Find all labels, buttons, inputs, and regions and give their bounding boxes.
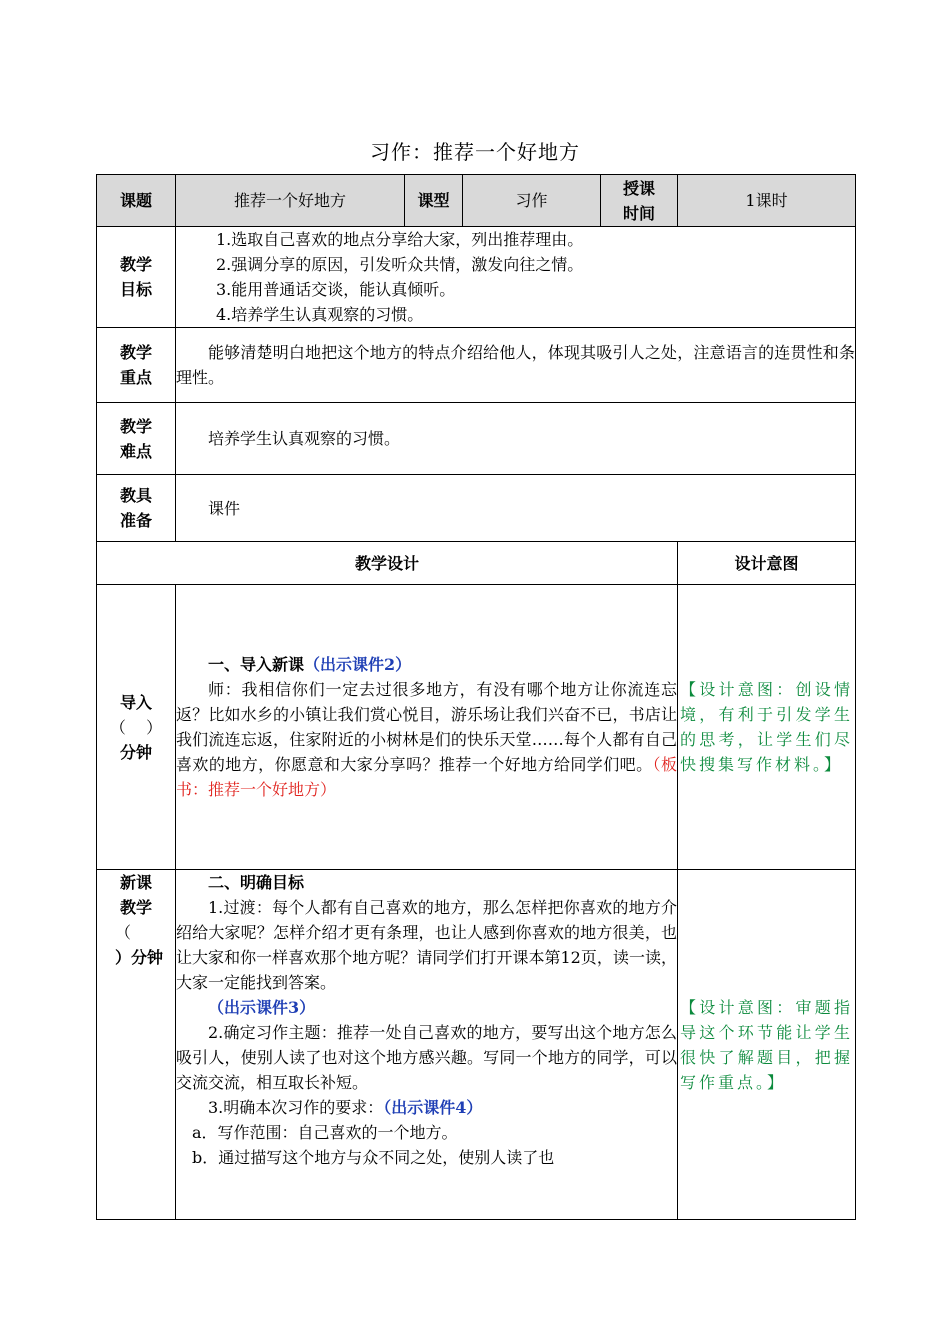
type-value: 习作 bbox=[463, 175, 601, 227]
design-header-row bbox=[97, 542, 856, 585]
new-lesson-label bbox=[97, 870, 176, 1220]
requirements-paragraph bbox=[176, 1095, 677, 1120]
goal-item: 4.培养学生认真观察的习惯。 bbox=[216, 305, 424, 324]
difficulties-label-text: 教学难点 bbox=[119, 416, 152, 461]
difficulties-text: 培养学生认真观察的习惯。 bbox=[176, 403, 856, 475]
new-lesson-heading: 二、明确目标 bbox=[208, 873, 305, 892]
intro-label-b: （ ） bbox=[109, 717, 163, 737]
board-note: （板书：推荐一个好地方） bbox=[176, 755, 677, 799]
tools-row bbox=[97, 475, 856, 542]
intro-content bbox=[176, 585, 678, 870]
intro-heading-text: 一、导入新课 bbox=[208, 655, 305, 674]
goal-item: 1.选取自己喜欢的地点分享给大家，列出推荐理由。 bbox=[216, 230, 584, 249]
key-points-label bbox=[97, 328, 176, 403]
intro-label-c: 分钟 bbox=[119, 742, 152, 762]
transition-paragraph: 1.过渡：每个人都有自己喜欢的地方，那么怎样把你喜欢的地方介绍给大家呢？怎样介绍才更有条理，也让人感到你喜欢的地方很美，也让大家和你一样喜欢那个地方呢？请同学们打开课本第12页，读一读，大家一定能找到答案。 bbox=[176, 898, 677, 992]
intro-label bbox=[97, 585, 176, 870]
topic-label: 课题 bbox=[97, 175, 176, 227]
intro-intent: 【设计意图：创设情境，有利于引发学生的思考，让学生们尽快搜集写作材料。】 bbox=[678, 585, 856, 870]
time-label-text: 授课时间 bbox=[622, 178, 655, 223]
key-points-text: 能够清楚明白地把这个地方的特点介绍给他人，体现其吸引人之处，注意语言的连贯性和条理性。 bbox=[176, 328, 856, 403]
new-lesson-label-d: ）分钟 bbox=[115, 948, 164, 967]
section-new-lesson-row bbox=[97, 870, 856, 1220]
requirement-a: a．写作范围：自己喜欢的一个地方。 bbox=[192, 1123, 458, 1142]
intent-header: 设计意图 bbox=[678, 542, 856, 585]
intro-paragraph-text: 师：我相信你们一定去过很多地方，有没有哪个地方让你流连忘返？比如水乡的小镇让我们赏心悦目，游乐场让我们兴奋不已，书店让我们流连忘返，住家附近的小树林是们的快乐天堂……每个人都有自己喜欢的地方，你愿意和大家分享吗？推荐一个好地方给同学们吧。 bbox=[176, 680, 677, 774]
goals-label bbox=[97, 227, 176, 328]
requirements-text: 3.明确本次习作的要求： bbox=[208, 1098, 384, 1117]
intro-label-a: 导入 bbox=[119, 692, 152, 712]
section-intro-row bbox=[97, 585, 856, 870]
topic-value: 推荐一个好地方 bbox=[176, 175, 405, 227]
new-lesson-intent: 【设计意图：审题指导这个环节能让学生很快了解题目，把握写作重点。】 bbox=[678, 870, 856, 1220]
goal-item: 2.强调分享的原因，引发听众共情，激发向往之情。 bbox=[216, 255, 584, 274]
courseware-note: （出示课件2） bbox=[304, 655, 412, 674]
type-label: 课型 bbox=[405, 175, 463, 227]
goal-item: 3.能用普通话交谈，能认真倾听。 bbox=[216, 280, 456, 299]
intro-heading bbox=[176, 652, 677, 677]
time-label bbox=[601, 175, 678, 227]
tools-text: 课件 bbox=[176, 475, 856, 542]
key-points-row bbox=[97, 328, 856, 403]
requirement-b: b．通过描写这个地方与众不同之处，使别人读了也 bbox=[192, 1148, 555, 1167]
courseware-note: （出示课件4） bbox=[383, 1098, 483, 1117]
tools-label-text: 教具准备 bbox=[119, 486, 152, 530]
goals-content bbox=[176, 227, 856, 328]
key-points-label-text: 教学重点 bbox=[119, 343, 152, 387]
goals-row bbox=[97, 227, 856, 328]
design-header: 教学设计 bbox=[97, 542, 678, 585]
new-lesson-content bbox=[176, 870, 678, 1220]
difficulties-label bbox=[97, 403, 176, 475]
document-title: 习作：推荐一个好地方 bbox=[370, 140, 580, 164]
hours-value: 1课时 bbox=[678, 175, 856, 227]
header-row bbox=[97, 175, 856, 227]
lesson-plan-table bbox=[96, 174, 856, 1220]
courseware-note: （出示课件3） bbox=[208, 998, 316, 1017]
theme-paragraph: 2.确定习作主题：推荐一处自己喜欢的地方，要写出这个地方怎么吸引人，使别人读了也对这个地方感兴趣。写同一个地方的同学，可以交流交流，相互取长补短。 bbox=[176, 1023, 677, 1092]
new-lesson-label-a: 新课 bbox=[119, 873, 152, 892]
goals-label-text: 教学目标 bbox=[119, 255, 152, 299]
tools-label bbox=[97, 475, 176, 542]
intro-paragraph bbox=[176, 677, 677, 802]
new-lesson-label-c: （ bbox=[115, 923, 132, 942]
difficulties-row bbox=[97, 403, 856, 475]
new-lesson-label-b: 教学 bbox=[119, 898, 152, 917]
